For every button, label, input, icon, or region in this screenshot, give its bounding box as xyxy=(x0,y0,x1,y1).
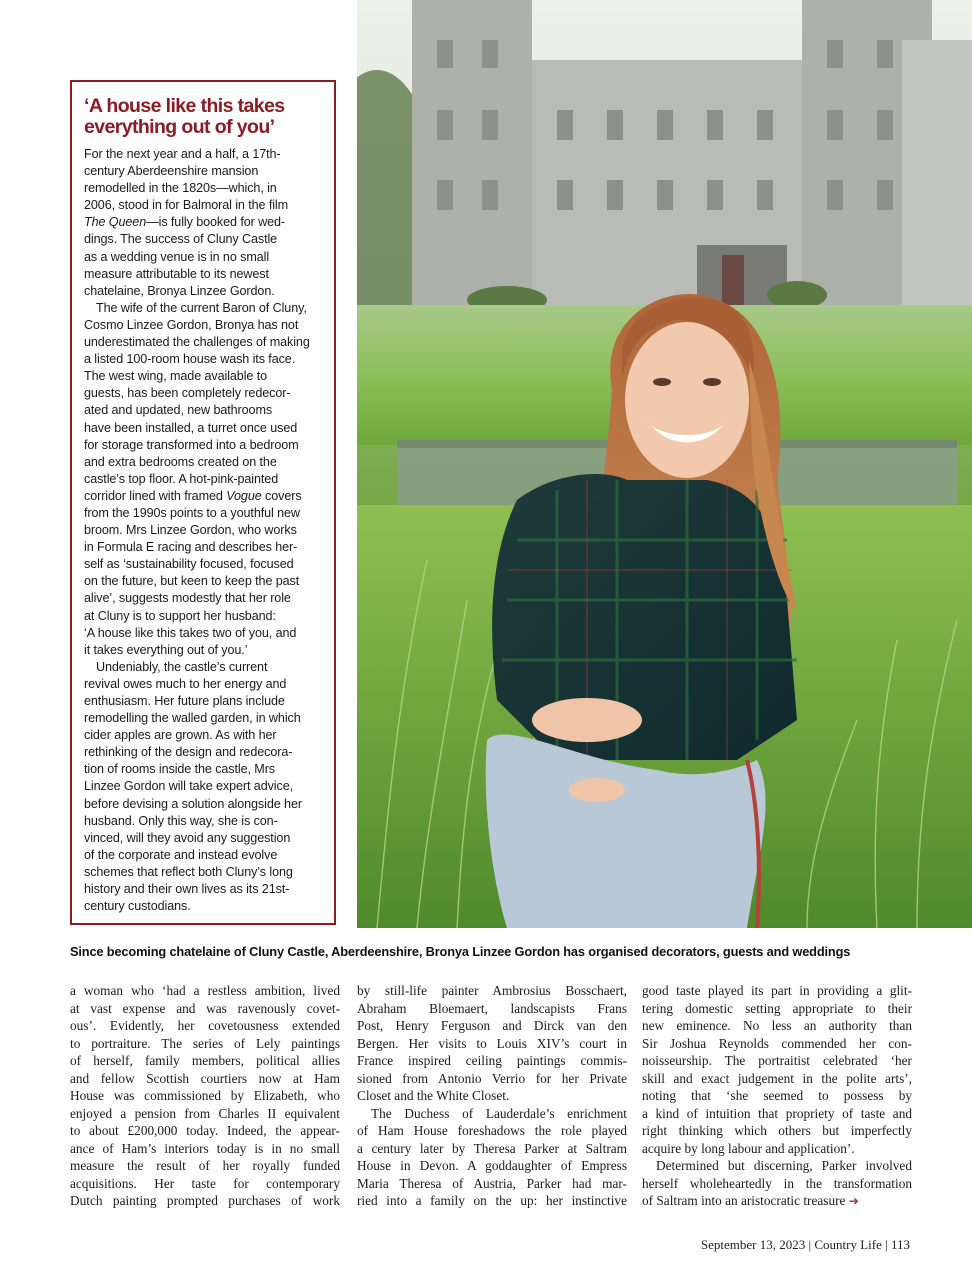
footer-separator: | xyxy=(885,1237,888,1252)
text-line: acquire by long labour and application’. xyxy=(642,1140,855,1156)
text-line: and extra bedrooms created on the xyxy=(84,454,277,469)
text-line: it takes everything out of you.’ xyxy=(84,642,248,657)
text-line: good taste played its part in providing a glit- xyxy=(642,983,912,998)
text-line: history and their own lives as its 21st- xyxy=(84,882,290,897)
text-line: by still-life painter Ambrosius Bosschaert, xyxy=(357,983,627,998)
text-line: before devising a solution alongside her xyxy=(84,796,302,811)
text-line: as a wedding venue is in no small xyxy=(84,249,270,264)
text-line: in Formula E racing and describes her- xyxy=(84,540,298,555)
text-line: new eminence. No less an authority than xyxy=(642,1018,912,1033)
sidebar-title xyxy=(84,96,322,138)
body-column-3 xyxy=(642,982,912,1211)
text-line xyxy=(642,1192,912,1211)
text-line: and fellow Scottish courtiers now at Ham xyxy=(70,1070,340,1086)
text-line: tering domestic setting appropriate to their xyxy=(642,1000,912,1016)
text-line: Undeniably, the castle’s current xyxy=(96,659,268,674)
magazine-name: Country Life xyxy=(814,1237,882,1252)
text-line: remodelling the walled garden, in which xyxy=(84,711,301,726)
text-line: to about £200,000 today. Indeed, the appear- xyxy=(70,1123,340,1138)
text-line: ‘A house like this takes two of you, and xyxy=(84,625,297,640)
page-footer xyxy=(701,1237,910,1253)
body-column-1 xyxy=(70,982,340,1210)
text-line: vinced, will they avoid any suggestion xyxy=(84,830,291,845)
text-line: remodelled in the 1820s—which, in xyxy=(84,181,277,196)
text-line: at vast expense and was ravenously covet- xyxy=(70,1000,340,1016)
text-line: a kind of intuition that propriety of taste and xyxy=(642,1105,912,1121)
photo-illustration xyxy=(357,0,972,928)
portrait-photo xyxy=(357,0,972,928)
text-line: ance of Ham’s interiors today is in no small xyxy=(70,1140,340,1156)
sidebar-title-line2: everything out of you’ xyxy=(84,116,275,138)
text-line: France inspired ceiling paintings commis- xyxy=(357,1053,627,1068)
text-line: at Cluny is to support her husband: xyxy=(84,608,276,623)
text-line xyxy=(84,214,322,231)
text-line: self as ‘sustainability focused, focused xyxy=(84,557,294,572)
text-line: The wife of the current Baron of Cluny, xyxy=(96,300,307,315)
text-line: acquisitions. Her taste for contemporary xyxy=(70,1175,340,1191)
text-line: ated and updated, new bathrooms xyxy=(84,403,273,418)
text-line: For the next year and a half, a 17th- xyxy=(84,147,281,161)
text-line: tion of rooms inside the castle, Mrs xyxy=(84,762,275,777)
text-line: The west wing, made available to xyxy=(84,369,268,384)
text-line: ous’. Evidently, her covetousness extended xyxy=(70,1018,340,1033)
text-line: of herself, family members, political allies xyxy=(70,1053,340,1068)
text-line: castle’s top floor. A hot-pink-painted xyxy=(84,471,279,486)
text-line: sioned from Antonio Verrio for her Private xyxy=(357,1070,627,1086)
text-line: measure attributable to its newest xyxy=(84,266,269,281)
text-line: a woman who ‘had a restless ambition, lived xyxy=(70,983,340,998)
text-line: House in Devon. A goddaughter of Empress xyxy=(357,1158,627,1173)
text-line: chatelaine, Bronya Linzee Gordon. xyxy=(84,283,275,298)
text-line: from the 1990s points to a youthful new xyxy=(84,505,300,520)
text-line: schemes that reflect both Cluny’s long xyxy=(84,864,293,879)
text-line: enjoyed a pension from Charles II equivalent xyxy=(70,1105,340,1121)
text-line: rethinking of the design and redecora- xyxy=(84,745,293,760)
magazine-title: Vogue xyxy=(226,488,262,503)
issue-date: September 13, 2023 xyxy=(700,1237,806,1252)
text-line: a listed 100-room house wash its face. xyxy=(84,352,296,367)
text-line: measure the result of her royally funded xyxy=(70,1158,340,1173)
body-column-2 xyxy=(357,982,627,1210)
text-line: enthusiasm. Her future plans include xyxy=(84,694,285,708)
text-line: revival owes much to her energy and xyxy=(84,676,287,691)
photo-caption: Since becoming chatelaine of Cluny Castle, Aberdeenshire, Bronya Linzee Gordon has organised decorators, guests and weddings xyxy=(70,944,851,959)
text-line: House was commissioned by Elizabeth, who xyxy=(70,1088,340,1103)
text-line: Maria Theresa of Austria, Parker had mar- xyxy=(357,1175,627,1191)
footer-separator: | xyxy=(808,1237,812,1252)
text-line: for storage transformed into a bedroom xyxy=(84,437,299,452)
sidebar-paragraph-3 xyxy=(84,659,322,915)
page-number: 113 xyxy=(890,1237,910,1252)
text-line: right thinking which others but imperfectly xyxy=(642,1123,912,1138)
text-line: to portraiture. The series of Lely paintings xyxy=(70,1035,340,1051)
text-line xyxy=(84,488,322,505)
text-span: covers xyxy=(261,488,302,503)
text-line: Dutch painting prompted purchases of work xyxy=(70,1193,340,1208)
text-line: on the future, but keen to keep the past xyxy=(84,574,300,589)
text-line: Determined but discerning, Parker involved xyxy=(656,1158,912,1173)
sidebar-box xyxy=(70,80,336,925)
text-line: century custodians. xyxy=(84,899,191,914)
text-line: Post, Henry Ferguson and Dirck van den xyxy=(357,1018,627,1033)
film-title: The Queen xyxy=(84,215,147,230)
text-line: Sir Joshua Reynolds commended her con- xyxy=(642,1035,912,1051)
text-line: noting that ‘she seemed to possess by xyxy=(642,1088,912,1103)
text-line: guests, has been completely redecor- xyxy=(84,386,291,401)
text-line: underestimated the challenges of making xyxy=(84,335,310,350)
text-line: alive’, suggests modestly that her role xyxy=(84,591,291,606)
sidebar-title-line1: ‘A house like this takes xyxy=(84,95,285,117)
text-line: husband. Only this way, she is con- xyxy=(84,813,278,828)
text-span: corridor lined with framed xyxy=(84,488,227,503)
sidebar-paragraph-1 xyxy=(84,146,322,300)
text-line: 2006, stood in for Balmoral in the film xyxy=(84,198,289,213)
text-line: century Aberdeenshire mansion xyxy=(84,164,259,179)
text-line: Bergen. Her visits to Louis XIV’s court in xyxy=(357,1035,627,1051)
text-line: Abraham Bloemaert, landscapists Frans xyxy=(357,1000,627,1016)
text-line: broom. Mrs Linzee Gordon, who works xyxy=(84,523,297,538)
text-line: herself wholeheartedly in the transformation xyxy=(642,1175,912,1191)
text-line: a century later by Theresa Parker at Saltram xyxy=(357,1140,627,1156)
text-line: have been installed, a turret once used xyxy=(84,420,298,435)
text-line: of Ham House foreshadows the role played xyxy=(357,1123,627,1138)
text-line: cider apples are grown. As with her xyxy=(84,728,277,743)
text-line: Linzee Gordon will take expert advice, xyxy=(84,779,294,794)
text-line: Cosmo Linzee Gordon, Bronya has not xyxy=(84,317,299,332)
text-line: noisseurship. The portraitist celebrated ‘her xyxy=(642,1053,912,1068)
text-line: dings. The success of Cluny Castle xyxy=(84,232,278,247)
text-line: The Duchess of Lauderdale’s enrichment xyxy=(371,1105,627,1121)
text-span: —is fully booked for wed- xyxy=(146,215,286,230)
text-line: ried into a family on the up: her instinctive xyxy=(357,1193,627,1208)
text-line: skill and exact judgement in the polite arts’, xyxy=(642,1070,912,1086)
continue-arrow-icon: ➔ xyxy=(848,1194,859,1208)
text-line: of the corporate and instead evolve xyxy=(84,847,278,862)
sidebar-paragraph-2 xyxy=(84,300,322,659)
text-span: of Saltram into an aristocratic treasure xyxy=(642,1193,846,1208)
text-line: Closet and the White Closet. xyxy=(357,1088,510,1103)
